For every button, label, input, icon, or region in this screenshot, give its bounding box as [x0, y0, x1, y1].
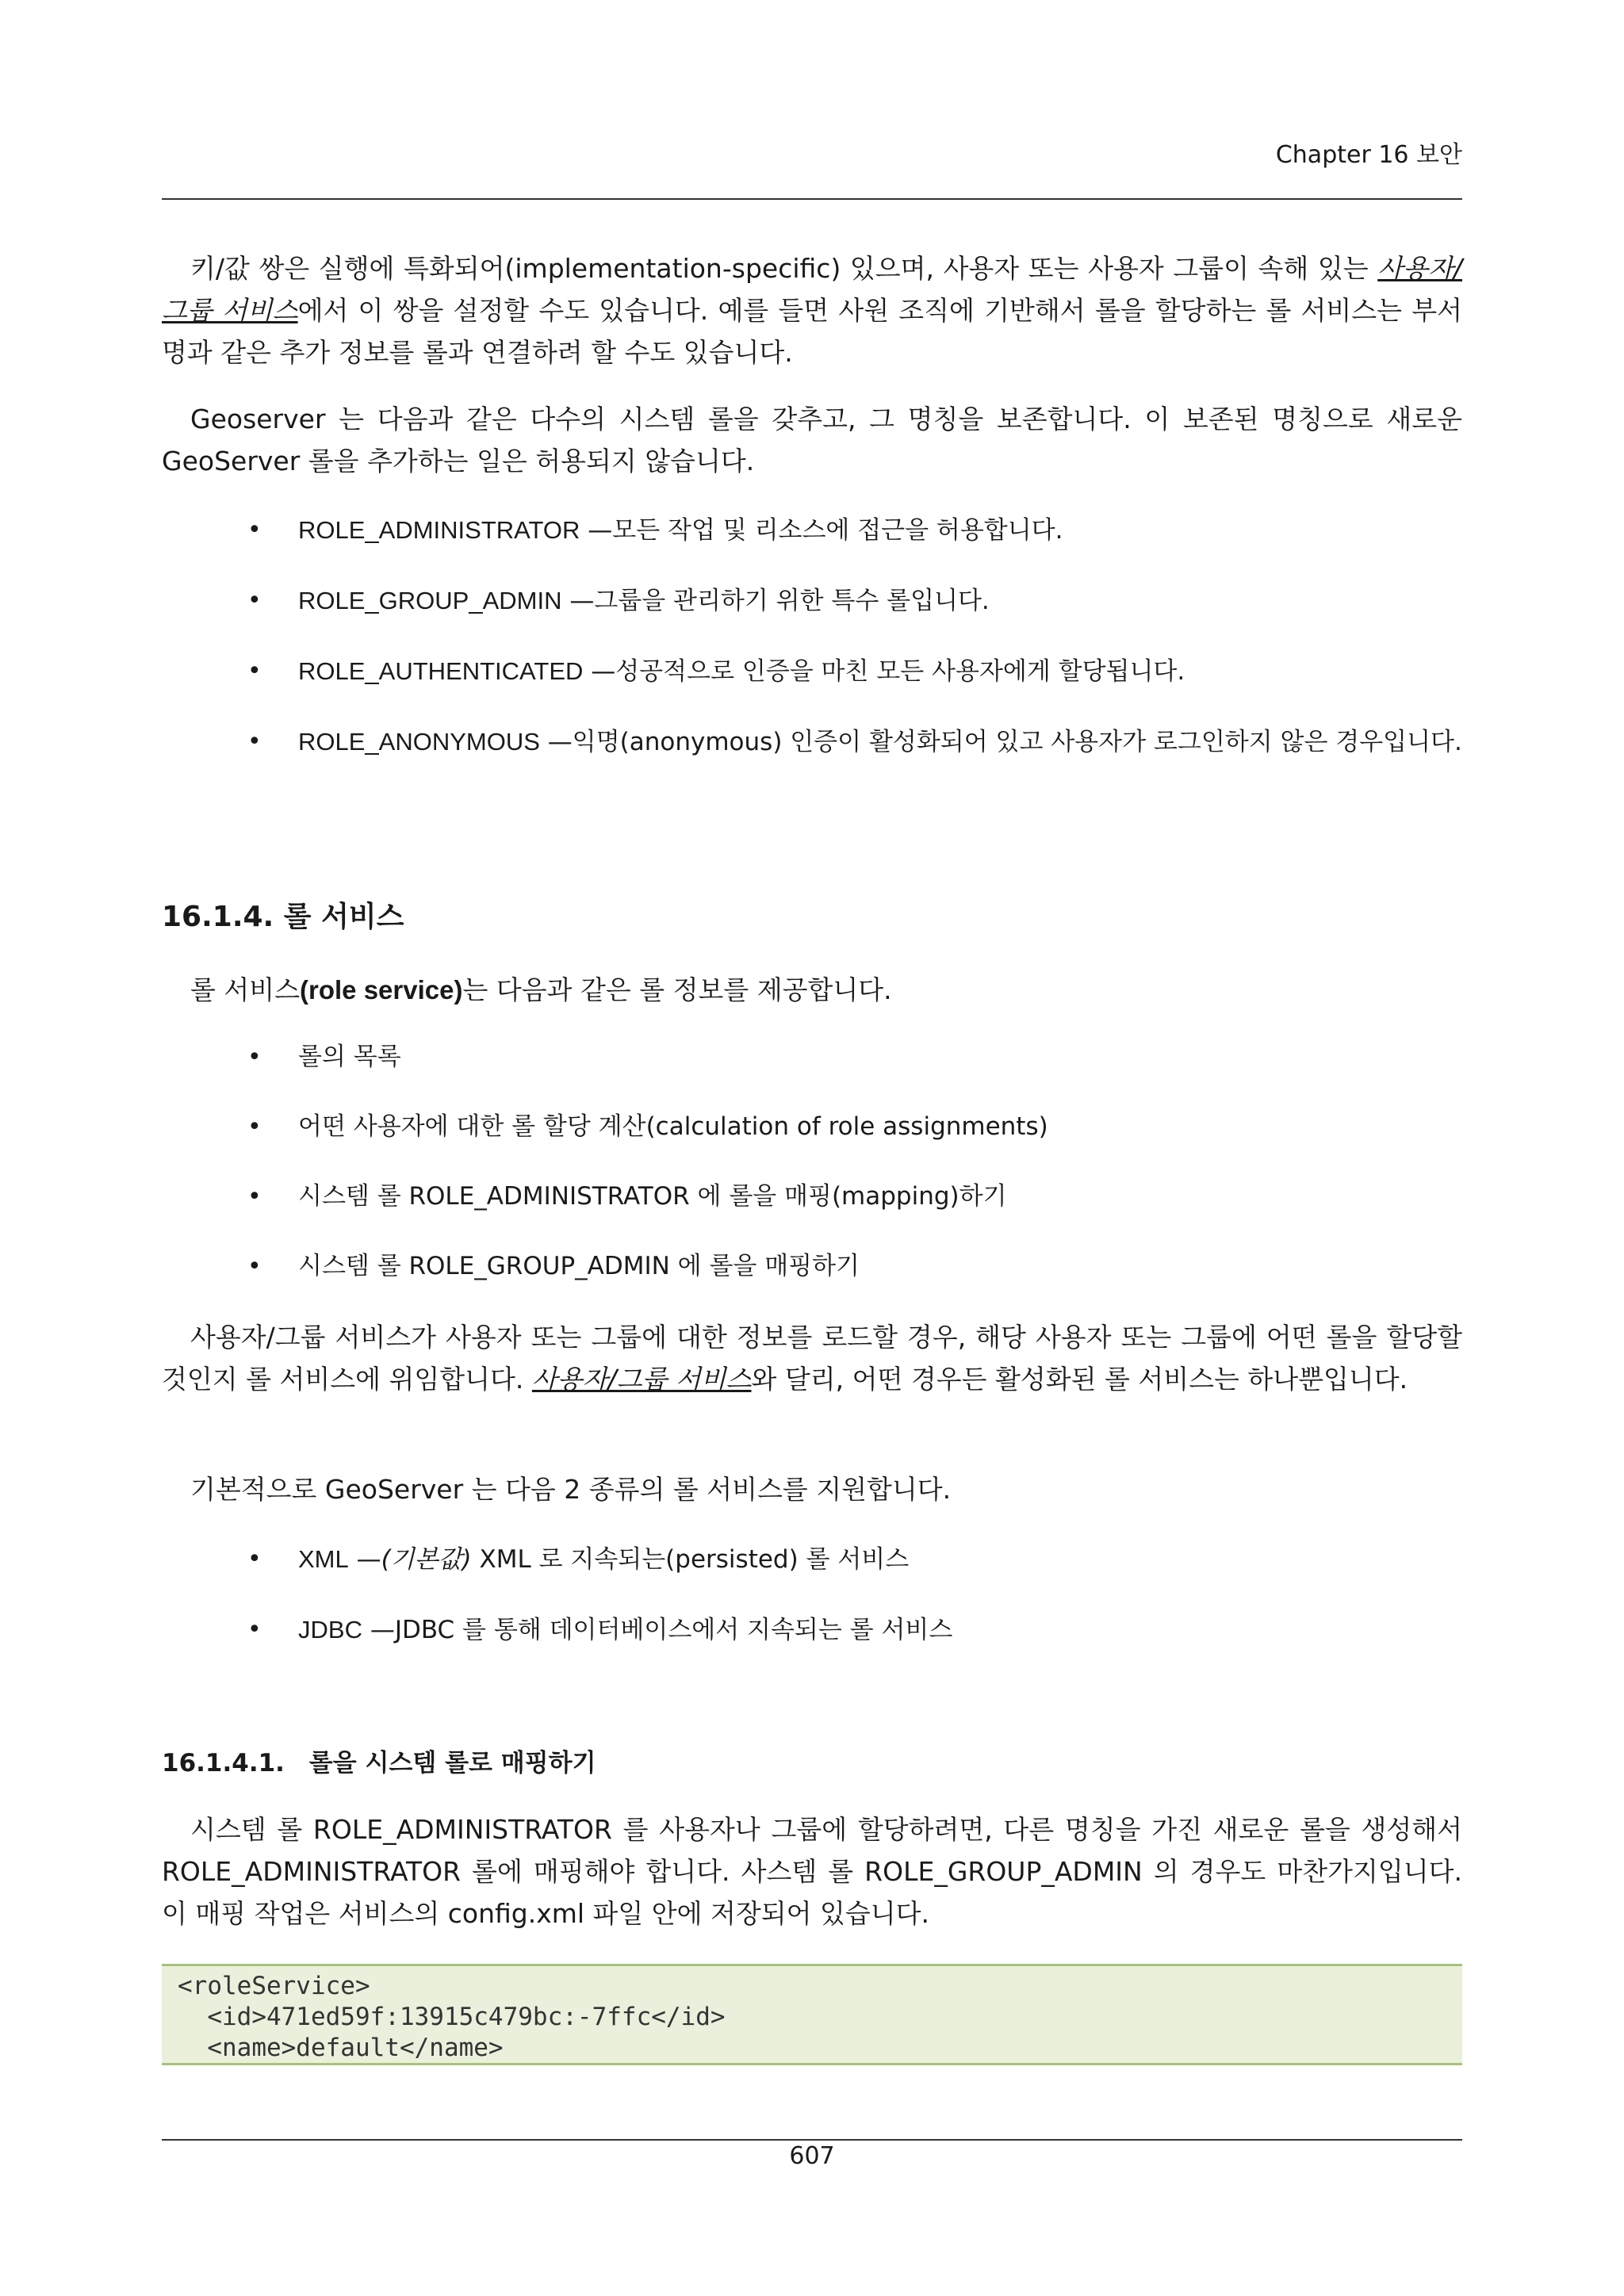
role-desc: 모든 작업 및 리소스에 접근을 허용합니다.	[612, 516, 1063, 545]
list-item	[162, 580, 1462, 622]
list-item	[162, 650, 1462, 693]
paragraph-text: 에서 이 쌍을 설정할 수도 있습니다. 예를 들면 사원 조직에 기반해서 롤을 할당하는 롤 서비스는 부서명과 같은 추가 정보를 롤과 연결하려 할 수도 있습니다.	[162, 295, 1462, 368]
list-item-text: 시스템 롤 ROLE_ADMINISTRATOR 에 롤을 매핑(mapping)하기	[298, 1182, 1007, 1211]
paragraph-system-roles: Geoserver 는 다음과 같은 다수의 시스템 롤을 갖추고, 그 명칭을 보존합니다. 이 보존된 명칭으로 새로운 GeoServer 롤을 추가하는 일은 허용되지 않습니다.	[162, 404, 1462, 476]
bullet-icon: •	[247, 587, 262, 614]
role-name: ROLE_AUTHENTICATED	[298, 657, 584, 685]
section-title: 롤 서비스	[283, 901, 404, 933]
bullet-icon: •	[247, 1113, 262, 1141]
subsection-heading	[162, 1743, 596, 1778]
bullet-icon: •	[247, 1253, 262, 1280]
footer-rule	[162, 2139, 1462, 2141]
dash: —	[356, 1545, 381, 1574]
list-item	[162, 1538, 1462, 1581]
user-group-service-link[interactable]: 사용자/그룹 서비스	[162, 253, 1462, 326]
role-desc: 익명(anonymous) 인증이 활성화되어 있고 사용자가 로그인하지 않은 경우입니다.	[572, 728, 1462, 756]
paragraph-text: 사용자/그룹 서비스가 사용자 또는 그룹에 대한 정보를 로드할 경우, 해당 사용자 또는 그룹에 어떤 롤을 할당할 것인지 롤 서비스에 위임합니다.	[162, 1322, 1462, 1395]
service-name: JDBC	[298, 1616, 362, 1644]
list-item	[162, 1609, 1462, 1651]
list-item-text: 롤의 목록	[298, 1043, 401, 1071]
section-number: 16.1.4.	[162, 901, 274, 933]
default-note: (기본값)	[381, 1545, 472, 1574]
section-heading	[162, 894, 404, 935]
dash: —	[547, 728, 573, 756]
dash: —	[370, 1616, 395, 1644]
paragraph-service-types: 기본적으로 GeoServer 는 다음 2 종류의 롤 서비스를 지원합니다.	[190, 1474, 952, 1505]
dash: —	[591, 657, 616, 686]
list-item	[162, 1176, 1462, 1218]
paragraph-text: 롤 서비스	[190, 974, 301, 1005]
role-name: ROLE_ADMINISTRATOR	[298, 516, 580, 544]
paragraph-text: 는 다음과 같은 롤 정보를 제공합니다.	[462, 974, 892, 1005]
list-item-text: 어떤 사용자에 대한 롤 할당 계산(calculation of role assignments)	[298, 1112, 1048, 1141]
list-item-text: 시스템 롤 ROLE_GROUP_ADMIN 에 롤을 매핑하기	[298, 1252, 860, 1280]
service-type-list	[162, 1538, 1462, 1651]
code-line: <roleService>	[178, 1972, 370, 2000]
bullet-icon: •	[247, 1183, 262, 1211]
list-item	[162, 1106, 1462, 1148]
role-desc: 그룹을 관리하기 위한 특수 롤입니다.	[594, 587, 990, 615]
service-desc: JDBC 를 통해 데이터베이스에서 지속되는 롤 서비스	[394, 1616, 953, 1644]
paragraph-mapping: 시스템 롤 ROLE_ADMINISTRATOR 를 사용자나 그룹에 할당하려면, 다른 명칭을 가진 새로운 롤을 생성해서 ROLE_ADMINISTRATOR 롤에 매핑해야 합니다. 사스템 롤 ROLE_GROUP_ADMIN 의 경우도 마찬가지입니다. 이 매핑 작업은 서비스의 config.xml 파일 안에 저장되어 있습니다.	[162, 1814, 1462, 1929]
role-desc: 성공적으로 인증을 마친 모든 사용자에게 할당됩니다.	[615, 657, 1185, 686]
paragraph-role-service	[162, 969, 1462, 1011]
paragraph-delegation	[162, 1316, 1462, 1400]
role-service-term: (role service)	[300, 975, 463, 1004]
list-item	[162, 509, 1462, 552]
page-number: 607	[789, 2142, 835, 2170]
bullet-icon: •	[247, 657, 262, 685]
chapter-header: Chapter 16 보안	[1275, 141, 1462, 169]
paragraph-key-value	[162, 247, 1462, 373]
list-item	[162, 721, 1462, 763]
subsection-title: 롤을 시스템 롤로 매핑하기	[308, 1749, 596, 1777]
list-item	[162, 1246, 1462, 1288]
subsection-number: 16.1.4.1.	[162, 1749, 285, 1777]
paragraph-text: 키/값 쌍은 실행에 특화되어(implementation-specific) 있으며, 사용자 또는 사용자 그룹이 속해 있는	[190, 253, 1378, 284]
paragraph-text: 와 달리, 어떤 경우든 활성화된 롤 서비스는 하나뿐입니다.	[751, 1364, 1408, 1395]
role-name: ROLE_ANONYMOUS	[298, 728, 540, 756]
list-item	[162, 1036, 1462, 1078]
code-block	[162, 1964, 1462, 2065]
user-group-service-link[interactable]: 사용자/그룹 서비스	[531, 1364, 752, 1395]
bullet-icon: •	[247, 728, 262, 756]
system-role-list	[162, 509, 1462, 763]
dash: —	[588, 516, 613, 545]
bullet-icon: •	[247, 1545, 262, 1573]
code-line: <name>default</name>	[178, 2034, 504, 2062]
service-name: XML	[298, 1545, 349, 1573]
bullet-icon: •	[247, 516, 262, 544]
header-rule	[162, 198, 1462, 200]
role-name: ROLE_GROUP_ADMIN	[298, 587, 562, 614]
dash: —	[569, 587, 595, 615]
bullet-icon: •	[247, 1616, 262, 1644]
service-desc: XML 로 지속되는(persisted) 롤 서비스	[471, 1545, 910, 1574]
bullet-icon: •	[247, 1043, 262, 1071]
role-info-list	[162, 1036, 1462, 1288]
code-line: <id>471ed59f:13915c479bc:-7ffc</id>	[178, 2003, 726, 2031]
